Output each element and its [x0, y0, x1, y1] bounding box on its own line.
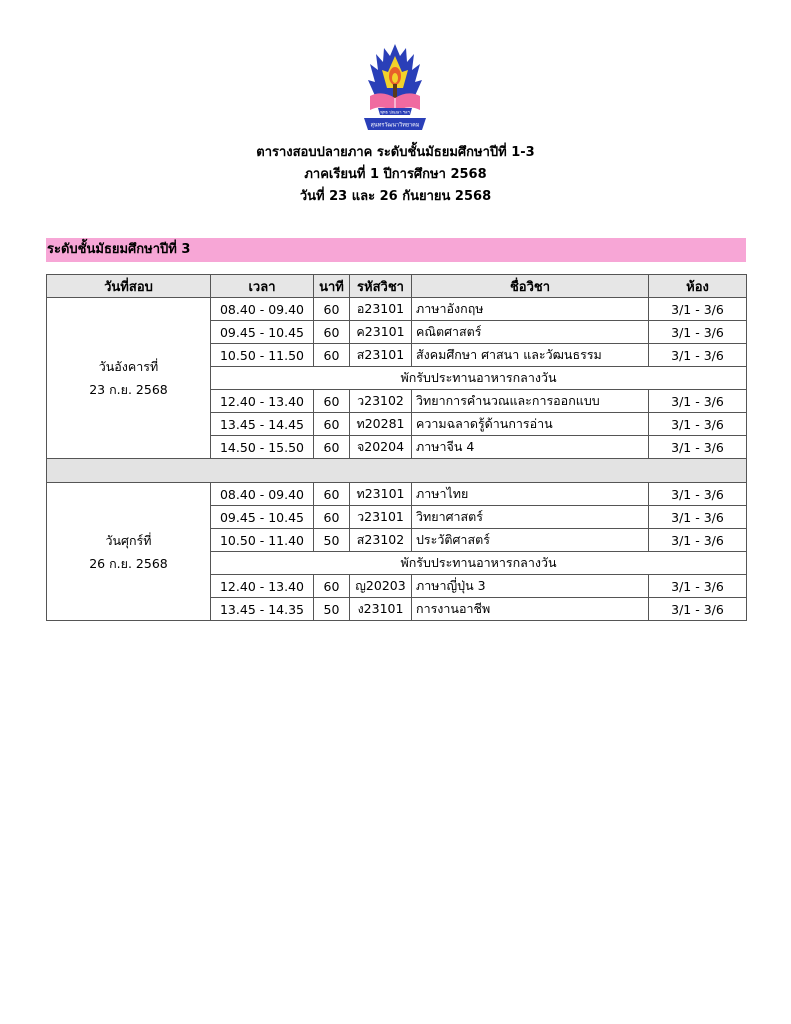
- table-row: [47, 483, 747, 506]
- minutes-cell: 60: [314, 321, 350, 344]
- day-separator-row: [47, 459, 747, 483]
- code-cell: ว23102: [350, 390, 412, 413]
- exam-day-name: วันศุกร์ที่: [105, 532, 152, 548]
- minutes-cell: 50: [314, 529, 350, 552]
- code-cell: ว23101: [350, 506, 412, 529]
- room-cell: 3/1 - 3/6: [649, 529, 747, 552]
- time-cell: 12.40 - 13.40: [211, 390, 314, 413]
- table-row: [47, 298, 747, 321]
- exam-day-name: วันอังคารที่: [98, 359, 159, 374]
- room-cell: 3/1 - 3/6: [649, 575, 747, 598]
- title-line-3: วันที่ 23 และ 26 กันยายน 2568: [299, 189, 492, 204]
- time-cell: 10.50 - 11.50: [211, 344, 314, 367]
- time-cell: 08.40 - 09.40: [211, 298, 314, 321]
- time-cell: 13.45 - 14.45: [211, 413, 314, 436]
- minutes-cell: 60: [314, 575, 350, 598]
- room-cell: 3/1 - 3/6: [649, 298, 747, 321]
- code-cell: ท20281: [350, 413, 412, 436]
- code-cell: ส23101: [350, 344, 412, 367]
- minutes-cell: 60: [314, 413, 350, 436]
- subject-cell: การงานอาชีพ: [412, 598, 649, 621]
- subject-cell: สังคมศึกษา ศาสนา และวัฒนธรรม: [412, 344, 649, 367]
- header-room: ห้อง: [649, 275, 747, 298]
- code-cell: อ23101: [350, 298, 412, 321]
- room-cell: 3/1 - 3/6: [649, 413, 747, 436]
- grade-level-banner: ระดับชั้นมัธยมศึกษาปีที่ 3: [46, 238, 746, 262]
- room-cell: 3/1 - 3/6: [649, 598, 747, 621]
- minutes-cell: 60: [314, 298, 350, 321]
- header-exam-date: วันที่สอบ: [47, 275, 211, 298]
- room-cell: 3/1 - 3/6: [649, 483, 747, 506]
- exam-day-cell: [47, 483, 211, 621]
- subject-cell: ความฉลาดรู้ด้านการอ่าน: [412, 413, 649, 436]
- room-cell: 3/1 - 3/6: [649, 506, 747, 529]
- time-cell: 08.40 - 09.40: [211, 483, 314, 506]
- header-subject-code: รหัสวิชา: [350, 275, 412, 298]
- header-subject-name: ชื่อวิชา: [412, 275, 649, 298]
- table-header-row: [47, 275, 747, 298]
- code-cell: ง23101: [350, 598, 412, 621]
- subject-cell: ภาษาญี่ปุ่น 3: [412, 575, 649, 598]
- time-cell: 09.45 - 10.45: [211, 506, 314, 529]
- subject-cell: ประวัติศาสตร์: [412, 529, 649, 552]
- code-cell: ส23102: [350, 529, 412, 552]
- exam-day-date: 26 ก.ย. 2568: [89, 555, 168, 571]
- exam-day-date: 23 ก.ย. 2568: [89, 382, 168, 397]
- svg-text:พุทธ ปณฺณา ฯลฯ: พุทธ ปณฺณา ฯลฯ: [380, 109, 410, 115]
- time-cell: 09.45 - 10.45: [211, 321, 314, 344]
- document-title-block: [0, 142, 791, 208]
- subject-cell: ภาษาอังกฤษ: [412, 298, 649, 321]
- time-cell: 14.50 - 15.50: [211, 436, 314, 459]
- minutes-cell: 60: [314, 483, 350, 506]
- subject-cell: ภาษาจีน 4: [412, 436, 649, 459]
- header-time: เวลา: [211, 275, 314, 298]
- lunch-break-cell: พักรับประทานอาหารกลางวัน: [211, 552, 747, 575]
- school-logo: [356, 42, 434, 134]
- time-cell: 12.40 - 13.40: [211, 575, 314, 598]
- subject-cell: วิทยาการคำนวณและการออกแบบ: [412, 390, 649, 413]
- minutes-cell: 60: [314, 436, 350, 459]
- code-cell: ค23101: [350, 321, 412, 344]
- code-cell: จ20204: [350, 436, 412, 459]
- minutes-cell: 60: [314, 506, 350, 529]
- day-separator-cell: [47, 459, 747, 483]
- exam-day-cell: [47, 298, 211, 459]
- subject-cell: วิทยาศาสตร์: [412, 506, 649, 529]
- room-cell: 3/1 - 3/6: [649, 321, 747, 344]
- lunch-break-cell: พักรับประทานอาหารกลางวัน: [211, 367, 747, 390]
- time-cell: 10.50 - 11.40: [211, 529, 314, 552]
- minutes-cell: 50: [314, 598, 350, 621]
- code-cell: ท23101: [350, 483, 412, 506]
- school-emblem-icon: [356, 42, 434, 134]
- title-line-2: ภาคเรียนที่ 1 ปีการศึกษา 2568: [304, 167, 487, 182]
- header-minutes: นาที: [314, 275, 350, 298]
- svg-text:สุนทรวัฒนาวิทยาคม: สุนทรวัฒนาวิทยาคม: [370, 122, 420, 129]
- subject-cell: คณิตศาสตร์: [412, 321, 649, 344]
- room-cell: 3/1 - 3/6: [649, 344, 747, 367]
- minutes-cell: 60: [314, 344, 350, 367]
- code-cell: ญ20203: [350, 575, 412, 598]
- title-line-1: ตารางสอบปลายภาค ระดับชั้นมัธยมศึกษาปีที่ 1-3: [256, 145, 535, 160]
- subject-cell: ภาษาไทย: [412, 483, 649, 506]
- room-cell: 3/1 - 3/6: [649, 390, 747, 413]
- minutes-cell: 60: [314, 390, 350, 413]
- time-cell: 13.45 - 14.35: [211, 598, 314, 621]
- exam-schedule-table: [46, 274, 747, 621]
- room-cell: 3/1 - 3/6: [649, 436, 747, 459]
